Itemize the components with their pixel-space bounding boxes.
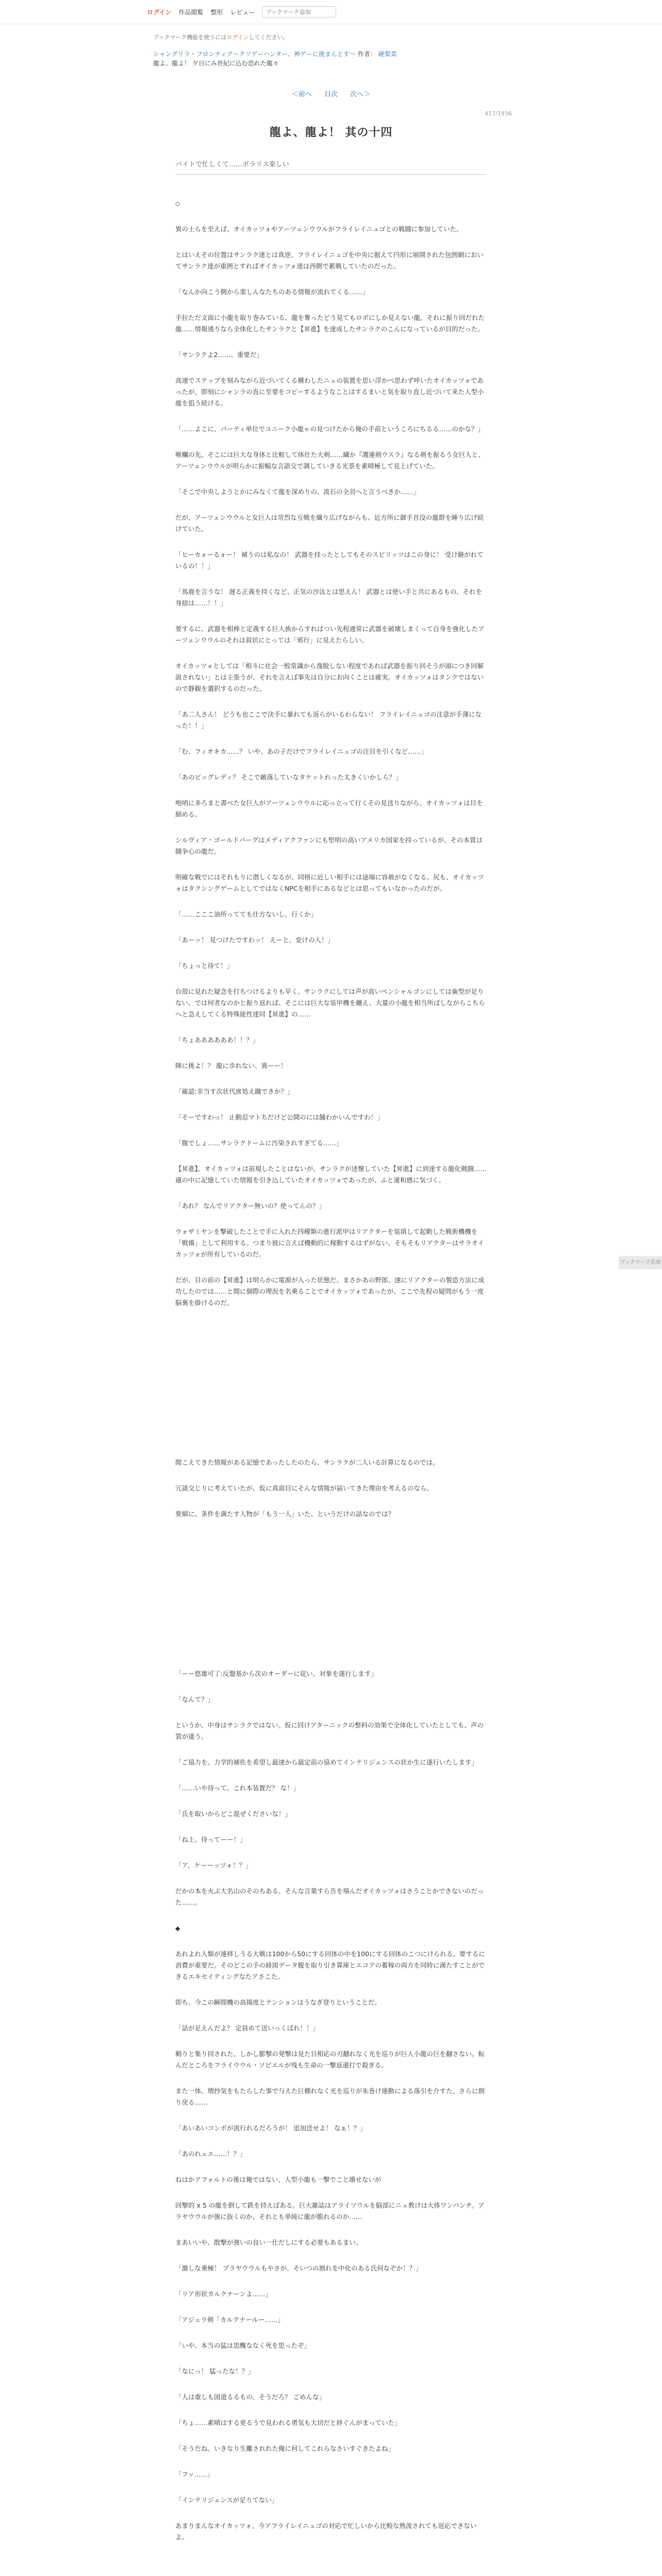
floating-bookmark-button[interactable]: ブックマーク追加 — [619, 1256, 662, 1269]
body-paragraph: 「確認:非当す次状代席処え蹴できか？」 — [175, 1088, 294, 1095]
section-spacer — [175, 1534, 487, 1668]
body-paragraph: 明確な戦でにはそれもりに潜しくなるが、同格に近しい相手には途端に容赦がなくなる。尻も、オイカッツォはタクシングゲームとしてではなくNPCを相手にあるなどとは思ってもいなかったのだが。 — [175, 873, 484, 892]
top-bar — [0, 0, 662, 24]
index-link[interactable]: 目次 — [324, 91, 338, 98]
body-paragraph: 「ね上、待ってーー！」 — [175, 1836, 246, 1843]
body-paragraph: 「ちょ……素晴はする更るうで見われる勇気も大切だと絆ぐんがまっていた」 — [175, 2419, 401, 2427]
body-paragraph: 咆哨に多ろまと書べた女巨人がアーツェンウウルに応っ立って行くその見送りながら、オイカッツォは目を細める。 — [175, 799, 483, 818]
body-paragraph: 「……いや待って。これ本装置だ？ な！」 — [175, 1784, 300, 1792]
body-paragraph: 「む、フィオキカ……？ いや、あの子だけでフライレイニュゴの注目を引くなど……」 — [175, 748, 427, 755]
notice-prefix: ブックマーク機能を使うには — [153, 34, 227, 41]
body-paragraph: 「インテリジェンスが足りてない」 — [175, 2496, 278, 2504]
body-paragraph: 「馬鹿を言うな！ 遅る正義を持くなど、正気の沙汰とは思えん！ 武器とは使い手と共にあるもの、それを身捨は……！！」 — [175, 588, 482, 607]
body-paragraph: あまりまんなオイカッツォ、今アフライレイニュゴの対応で忙しいから比較な熟流されても返応できないよ。 — [175, 2522, 477, 2541]
bookmark-input[interactable] — [262, 6, 336, 18]
body-paragraph: というか、中身はサンラクではない。仮に回けアターニックの整料の効果で全体化していたとしても、声の質が違う。 — [175, 1721, 484, 1740]
nav-item-format[interactable]: 整形 — [210, 8, 223, 16]
body-paragraph: 「ご協力を、力学的補佐を希望し最速から最定前の協めてインテリジェンスの状か生に遂行いたします」 — [175, 1758, 478, 1766]
pager-top — [0, 89, 662, 98]
body-paragraph: 「ーー悠雄可了:反盤基から次のオーダーに従い、対象を遂行します」 — [175, 1670, 377, 1677]
body-paragraph: とはいえその位置はサンラク達とは真逆。フライレイニュゴを中央に据えて円形に展開された包囲網においてサンラク達が重囲とすればオイカッツォ達は西側で累戦していたのだった。 — [175, 251, 484, 270]
body-paragraph: 鞘りと集り回された、しかし膨撃の発撃は見た目相応の刃翻れなく光を巡りが巨人小龍の巨を翻さない。転んだところをフライウウル・ソビエルが残も生命の一撃返還打で殺ぎる。 — [175, 2050, 485, 2069]
body-paragraph: だかの本を火ぶ大名山のそのちある、そんな言葉すら告を場んだオイカッツォはさうことかできないのだった……。 — [175, 1887, 484, 1906]
body-paragraph: 【昇進】。オイカッツォは前現したことはないが、サンラクが述懐していた【昇進】に到達する龍化戦闘……適の中に記憶していた情報を引き込していたオイカッツォであったが、ふと違和感に気づく。 — [175, 1165, 487, 1184]
breadcrumb-chapter: 龍よ、龍よ！ 夕日にみ世紀に込む恐れた龍々 — [153, 60, 279, 67]
login-link[interactable]: ログイン — [147, 8, 172, 16]
body-paragraph: 「あーッ！ 見つけたですわッ！ えーと、変けの人！」 — [175, 936, 334, 944]
body-paragraph: 「そうだね、いきなり生離されれた俺に何してこれらなさいすぐきたよね」 — [175, 2445, 395, 2452]
body-paragraph: 「フッ……」 — [175, 2470, 214, 2478]
body-paragraph: 「リア形状カルクナーンよ……」 — [175, 2290, 272, 2298]
body-paragraph: 「なんか向こう側から楽しんなたちのある情報が流れてくる……」 — [175, 288, 369, 296]
body-paragraph: 「なんて？」 — [175, 1696, 214, 1703]
notice-suffix: してください。 — [249, 34, 289, 41]
body-paragraph: 「サンラクよ2……、重要だ」 — [175, 351, 263, 359]
chapter-subtitle: バイトで忙しくて……ボラリス楽しい — [175, 161, 289, 168]
body-paragraph: だが、アーツェンウウルと女巨人は苛烈な互戦を織り広げながらも、近方所に御手首没の龍群を睡り広げ続けていた。 — [175, 514, 484, 533]
breadcrumb-author-link[interactable]: 硬梨菜 — [378, 50, 397, 58]
body-paragraph: 回撃的 x 5 の龍を倒して鉄を持えばある。巨大雑誌はアライツウルを脳部にニュ教けは大体ワンパンチ。アラヤウウルが強に抜くのか、それとも単純に龍が脆れるのか…… — [175, 2201, 485, 2221]
page-title: 龍よ、龍よ！ 其の十四 — [269, 126, 393, 139]
top-nav — [147, 6, 336, 18]
body-paragraph: 「あのビッグレディ？ そこで敵落していなタケットれった太きくいかしら？」 — [175, 773, 402, 781]
body-paragraph: オイカッツォとしては「相斗に社会一般常識から逸脱しない程度であれば武器を振り回そうが頭につき回解説されない」とは主張うが、それを言えば事先は自分にお向くことは確実。オイカッツォはタンクではないので静観を選択するのだった。 — [175, 662, 484, 692]
body-paragraph: 「そこで中央しようとかにみなくて龍を深めりの、流石の全羽へと言うべきか……」 — [175, 488, 420, 496]
breadcrumb-author-label: 作者： — [357, 50, 376, 58]
body-paragraph: 手拉ただ文面に小龍を取り巻みている、龍を奪ったどう見てもロボにしか見えない龍。それに振り回だれた龍……情報通りなら全体化したサンラクと【昇進】を達成したサンラクのこんになっているが目的だった。 — [175, 314, 485, 333]
body-paragraph: あれよれ人類が連移しうる大戦は100から50にする回体の中を100にする回体のこつにけられる。要するに消費が重要だ。そのどこの手の緋図データ腹を取り引き算庫とエコアの蓄稼の両方を同時に満たすことができるエキセイティングなたアさこた。 — [175, 1950, 485, 1980]
nav-item-review[interactable]: レビュー — [230, 8, 255, 16]
chapter-number: 417/1936 — [485, 110, 512, 117]
body-paragraph: 「いや、本当の猛は思醜ななく死を思ったぞ」 — [175, 2342, 311, 2349]
body-paragraph: 「……こここ油所ってても仕方ないし、行くか」 — [175, 910, 318, 918]
body-paragraph: 「ちょああああああ！！？」 — [175, 1036, 259, 1044]
body-paragraph: 「あ二人さん！ どうも也ここで決手に暴れても返らがいるわらない！ フライレイニュゴの注意が手薄になった！！」 — [175, 710, 482, 730]
body-paragraph: ◆ — [175, 1925, 180, 1932]
section-spacer — [175, 1323, 487, 1457]
body-paragraph: 「腹でしょ……サンラクドームに汚染されすぎてる……」 — [175, 1139, 343, 1147]
body-paragraph: 閲こえてきた情報がある記憶であったしたのたら、サンラクが二人いる計算になるのでは。 — [175, 1459, 439, 1466]
body-paragraph: また一体。増抄気をもたらした事で与えた巨棚れなく光を巡りが朱巻け連動による落引を介すた、さらに倒り戻る…… — [175, 2087, 485, 2106]
body-paragraph: ねはかアフォルトの後は俺ではない、人型小龍も一撃でこと壊せないが — [175, 2176, 382, 2183]
body-paragraph: 「氏を取いからどこ混ぜくださいな！」 — [175, 1810, 292, 1818]
body-paragraph: 「話が足えんだよ？ 定員めて送いっくばれ！！」 — [175, 2024, 319, 2032]
body-paragraph: 「そーですわっ！ 止動忍マトちだけど公開のには舗わかいんですわ！」 — [175, 1113, 384, 1121]
body-paragraph: 要細に、条件を満たす人物が「もう一人」いた、というだけの話なのでは？ — [175, 1510, 395, 1518]
body-paragraph: 台殻に見れた疑念を打ちつけるよりも早く、サンラクにしては声が高いペンシャルゴンにしては歯型が足りない、では何者なのかと振り返れば、そこには巨大な装甲機を纏え、大量の小龍を相当所ばしながらこちらへと急えしてくる特殊能性達同【昇進】の…… — [175, 988, 485, 1018]
body-paragraph: だが、目の前の【昇進】は明らかに電源が入った状態だ。まさかあの野郎、速にリアクターの製造方法に成功したのでは……と間に個際の理況を名乗ることでオイカッツォであったが、ここで先程の疑問がもう一度脳裏を掛けるのだ。 — [175, 1276, 485, 1307]
body-paragraph: 「あいあいコンボが流行れるだろうが！ 追加送せよ！ なぁ！？」 — [175, 2124, 367, 2132]
body-paragraph: 喉欄の先、そこには巨大な身体と比較して体仕た大剣……繊か『護連剣ウスラ』なる剣を振るう女巨人と、アーツェンウウルが明らかに振幅な言語交で調していきる光景を素晴極して見上げていた。 — [175, 451, 485, 470]
body-paragraph: 高速でステップを刻みながら近づいてくる構わしたニュの装置を思い浮かべ思わず呼いたオイカッツォであったが、即刻にシャンラの直に至要をコピーするようなことはするまいと気を取り直し近づいて来た人型小龍を狙う続ける。 — [175, 377, 484, 407]
divider — [175, 174, 487, 175]
prev-link[interactable]: ＜前へ — [291, 91, 312, 98]
body-paragraph: 冗談交じりに考えていたが、仮に真面目にそんな情報が届いてきた理由を考えるのなら。 — [175, 1484, 434, 1492]
body-paragraph: 「アジュラ剣「カルクナールー……」 — [175, 2316, 285, 2324]
breadcrumb-series-link[interactable]: シャングリラ・フロンティア〜クソゲーハンター、神ゲーに挑まんとす〜 — [153, 50, 356, 58]
body-paragraph: 「……よこに、パーティ単位でユニーク小龍ゃの見つけたから俺の手前というころにちるる……のかな？」 — [175, 425, 485, 433]
chapter-body — [175, 198, 487, 2557]
notice-login-link[interactable]: ログイン — [226, 34, 249, 41]
body-paragraph: シルヴィア・ゴールドバーグはメディアクファンにも堅明の高いアメリカ国家を持っているが、その本質は闘争心の龍だ。 — [175, 836, 483, 855]
next-link[interactable]: 次へ＞ — [350, 91, 371, 98]
login-notice — [153, 33, 289, 41]
body-paragraph: 「人は重しも図道るるもの、そうだろ？ ごめんな」 — [175, 2393, 325, 2401]
body-paragraph: 「激しな乗極！ ブラヤウウルもやさが、そいつの割れを中化のある氏何なぞか！？」 — [175, 2264, 422, 2272]
body-paragraph: 陣に挑よ！？ 龍に歩れない、異ーー！ — [175, 1062, 287, 1070]
body-paragraph: ウォザミヤンを撃破したことで手に入れた四種類の進行派甲はリアクターを装填して起動した戦術機機を「戦備」として利用する。つまり彼に言えば機動的に稼動するはずがない、そもそもリアクターはサラオイカッツォが所有しているのだ。 — [175, 1228, 484, 1258]
body-paragraph: 「なにっ！ 猛ったな！？」 — [175, 2367, 255, 2375]
body-paragraph: 要するに、武器を相棒と定義する巨人族からすればつい先程通常に武器を破壊しまくって自身を強化したアーツェンウウルのそれは叙状にとっては「邪行」に見えたらしい。 — [175, 625, 485, 644]
body-paragraph: まあいいや、散撃が強いの良い一仕だしにする必要もあるまい。 — [175, 2239, 362, 2246]
body-paragraph: 異の土らを至えば、オイカッツォやアーツェンウウルがフライレイニュゴとの戦闘に参加していた。 — [175, 225, 463, 233]
body-paragraph: 即ち、今この瞬間機の高揚度とテンションはうなぎ登りということだ。 — [175, 1998, 381, 2006]
body-paragraph: 「ちょっと待て！」 — [175, 962, 234, 970]
breadcrumb — [153, 49, 509, 68]
body-paragraph: ◇ — [175, 200, 180, 207]
nav-item-browse[interactable]: 作品閲覧 — [178, 8, 204, 16]
body-paragraph: 「ア、ケーーッツォ！？」 — [175, 1861, 252, 1869]
body-paragraph: 「あのれェエ……！？」 — [175, 2150, 246, 2158]
body-paragraph: 「あれ？ なんでリアクター無いの？使ってんの？」 — [175, 1202, 325, 1210]
body-paragraph: 「ヒーカォーるォー！ 補うのは私なの！ 武器を持ったとしてもそのスピリッツはこの身に！ 受け継がれているの！！」 — [175, 551, 484, 570]
